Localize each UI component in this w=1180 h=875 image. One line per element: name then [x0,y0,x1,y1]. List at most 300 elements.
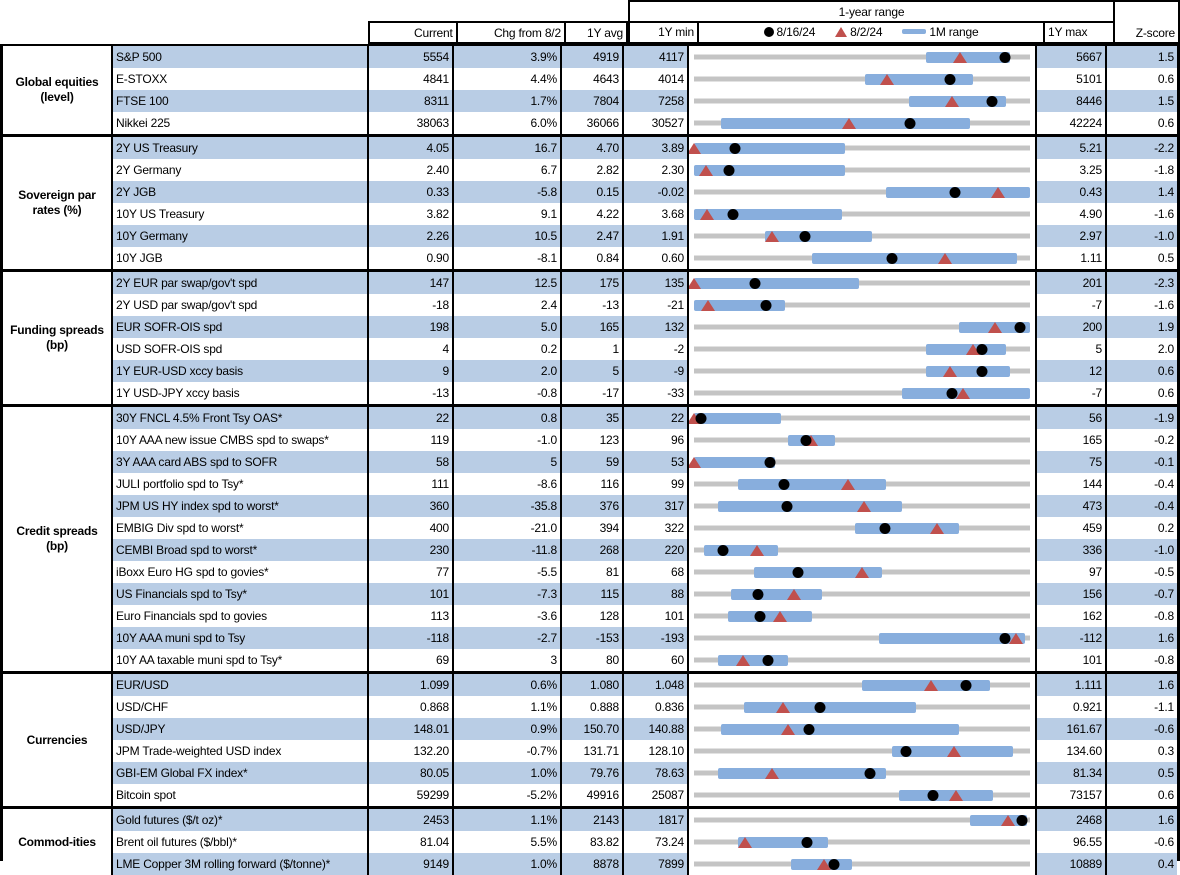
cell-current: 230 [369,539,454,561]
range-title [628,0,1115,23]
cell-1y-max: 144 [1037,473,1107,495]
1m-range-bar [899,790,993,801]
col-header-current: Current [414,25,453,40]
1m-range-bar [694,165,845,176]
range-track [694,705,1030,710]
table-row [113,853,1177,875]
row-label: EUR/USD [113,674,369,696]
row-label: 30Y FNCL 4.5% Front Tsy OAS* [113,407,369,429]
cell-1y-max: 1.11 [1037,247,1107,269]
cell-current: 4 [369,338,454,360]
prev-marker-icon [938,253,952,264]
cell-chg-from-8-2: -5.8 [454,181,562,203]
cell-1y-min: 101 [624,605,689,627]
chart-legend [697,21,1045,42]
cell-current: 111 [369,473,454,495]
range-title-label: 1-year range [838,4,905,19]
table-row [113,627,1177,649]
cell-chg-from-8-2: 4.4% [454,68,562,90]
cell-chg-from-8-2: -2.7 [454,627,562,649]
cell-1y-max: 8446 [1037,90,1107,112]
cell-1y-avg: -13 [562,294,624,316]
category-label: Credit spreads (bp) [3,407,113,671]
1m-range-bar [728,611,812,622]
cell-chg-from-8-2: 2.0 [454,360,562,382]
cell-z-score: 1.5 [1107,46,1177,68]
prev-marker-icon [700,209,714,220]
cell-1y-min: 3.68 [624,203,689,225]
current-marker-icon [765,457,776,468]
range-chart [689,294,1037,316]
prev-marker-icon [949,790,963,801]
prev-marker-icon [924,680,938,691]
range-chart [689,68,1037,90]
cell-current: 132.20 [369,740,454,762]
cell-chg-from-8-2: 1.0% [454,762,562,784]
cell-1y-min: -193 [624,627,689,649]
range-track [694,526,1030,531]
cell-1y-max: 12 [1037,360,1107,382]
range-chart [689,90,1037,112]
current-marker-icon [804,724,815,735]
cell-current: 360 [369,495,454,517]
row-label: 2Y JGB [113,181,369,203]
range-track [694,77,1030,82]
range-chart [689,762,1037,784]
range-track [694,347,1030,352]
bar-legend-icon [902,29,926,34]
table-body [0,44,1180,871]
cell-current: 5554 [369,46,454,68]
cell-1y-max: 336 [1037,539,1107,561]
legend-item-prev [835,25,882,39]
current-marker-icon [886,253,897,264]
range-track [694,727,1030,732]
current-marker-icon [781,501,792,512]
range-track [694,771,1030,776]
cell-1y-max: 4.90 [1037,203,1107,225]
range-chart [689,718,1037,740]
current-marker-icon [1015,322,1026,333]
current-marker-icon [829,859,840,870]
cell-1y-min: 7899 [624,853,689,875]
table-row [113,407,1177,429]
cell-z-score: 0.4 [1107,853,1177,875]
row-label: E-STOXX [113,68,369,90]
cell-1y-min: 2.30 [624,159,689,181]
range-chart [689,696,1037,718]
cell-1y-min: 135 [624,272,689,294]
row-label: FTSE 100 [113,90,369,112]
cell-z-score: 1.6 [1107,809,1177,831]
section-rows [113,46,1177,134]
section-1 [3,46,1177,134]
current-marker-icon [755,611,766,622]
prev-marker-icon [776,702,790,713]
legend-label-prev: 8/2/24 [850,24,883,39]
table-row [113,762,1177,784]
section-5 [3,671,1177,806]
cell-current: 9149 [369,853,454,875]
range-track [694,548,1030,553]
prev-marker-icon [956,388,970,399]
cell-1y-avg: 2.47 [562,225,624,247]
prev-marker-icon [991,187,1005,198]
cell-current: -18 [369,294,454,316]
cell-1y-avg: 394 [562,517,624,539]
cell-chg-from-8-2: -0.7% [454,740,562,762]
cell-1y-min: 68 [624,561,689,583]
1m-range-bar [721,724,960,735]
range-chart [689,495,1037,517]
cell-1y-avg: 150.70 [562,718,624,740]
cell-chg-from-8-2: 1.1% [454,696,562,718]
cell-1y-avg: 0.888 [562,696,624,718]
current-marker-icon [901,746,912,757]
cell-1y-avg: 1.080 [562,674,624,696]
cell-1y-avg: 2143 [562,809,624,831]
cell-1y-min: 73.24 [624,831,689,853]
cell-chg-from-8-2: -21.0 [454,517,562,539]
range-track [694,325,1030,330]
range-track [694,146,1030,151]
cell-1y-min: 128.10 [624,740,689,762]
cell-1y-max: 165 [1037,429,1107,451]
cell-1y-min: 7258 [624,90,689,112]
cell-1y-min: 4117 [624,46,689,68]
cell-1y-avg: 0.84 [562,247,624,269]
cell-1y-min: 30527 [624,112,689,134]
cell-current: 3.82 [369,203,454,225]
range-chart [689,853,1037,875]
cell-1y-avg: 115 [562,583,624,605]
table-row [113,740,1177,762]
table-row [113,831,1177,853]
cell-chg-from-8-2: 2.4 [454,294,562,316]
table-row [113,247,1177,269]
cell-current: 0.868 [369,696,454,718]
cell-chg-from-8-2: 0.6% [454,674,562,696]
cell-z-score: 1.6 [1107,674,1177,696]
range-chart [689,360,1037,382]
cell-1y-avg: 128 [562,605,624,627]
table-row [113,112,1177,134]
cell-chg-from-8-2: -0.8 [454,382,562,404]
cell-current: 4841 [369,68,454,90]
cell-current: 81.04 [369,831,454,853]
cell-1y-max: 134.60 [1037,740,1107,762]
1m-range-bar [694,143,845,154]
range-track [694,840,1030,845]
cell-1y-avg: 4.70 [562,137,624,159]
range-chart [689,181,1037,203]
cell-1y-avg: 36066 [562,112,624,134]
row-label: Euro Financials spd to govies [113,605,369,627]
cell-z-score: -0.6 [1107,718,1177,740]
cell-1y-max: -7 [1037,294,1107,316]
prev-marker-icon [855,567,869,578]
row-label: US Financials spd to Tsy* [113,583,369,605]
cell-chg-from-8-2: 10.5 [454,225,562,247]
cell-1y-avg: 268 [562,539,624,561]
row-label: EMBIG Div spd to worst* [113,517,369,539]
cell-1y-max: 5667 [1037,46,1107,68]
cell-z-score: -1.1 [1107,696,1177,718]
table-row [113,338,1177,360]
table-row [113,809,1177,831]
cell-chg-from-8-2: 5 [454,451,562,473]
section-4 [3,404,1177,671]
cell-z-score: 1.5 [1107,90,1177,112]
range-chart [689,784,1037,806]
range-chart [689,740,1037,762]
row-label: USD SOFR-OIS spd [113,338,369,360]
range-track [694,614,1030,619]
current-marker-icon [793,567,804,578]
cell-chg-from-8-2: 6.7 [454,159,562,181]
cell-chg-from-8-2: 12.5 [454,272,562,294]
prev-marker-icon [880,74,894,85]
col-header-chg: Chg from 8/2 [456,23,564,42]
cell-z-score: -1.0 [1107,225,1177,247]
row-label: 10Y AA taxable muni spd to Tsy* [113,649,369,671]
table-row [113,495,1177,517]
category-label: Funding spreads (bp) [3,272,113,404]
prev-marker-icon [701,300,715,311]
cell-z-score: -0.5 [1107,561,1177,583]
range-chart [689,272,1037,294]
prev-marker-icon [1001,815,1015,826]
prev-marker-icon [689,278,701,289]
1m-range-bar [694,413,781,424]
cell-current: 4.05 [369,137,454,159]
prev-marker-icon [781,724,795,735]
row-label: LME Copper 3M rolling forward ($/tonne)* [113,853,369,875]
current-marker-icon [950,187,961,198]
cell-1y-min: 96 [624,429,689,451]
cell-1y-min: -21 [624,294,689,316]
cell-1y-max: 42224 [1037,112,1107,134]
row-label: JPM US HY index spd to worst* [113,495,369,517]
current-marker-icon [724,165,735,176]
cell-z-score: -0.8 [1107,605,1177,627]
range-track [694,416,1030,421]
cell-1y-min: -33 [624,382,689,404]
cell-1y-max: 75 [1037,451,1107,473]
cell-z-score: 0.6 [1107,112,1177,134]
cell-1y-avg: 83.82 [562,831,624,853]
current-marker-icon [1017,815,1028,826]
row-label: GBI-EM Global FX index* [113,762,369,784]
cell-z-score: 0.5 [1107,247,1177,269]
section-6 [3,806,1177,875]
cell-1y-max: 3.25 [1037,159,1107,181]
cell-chg-from-8-2: 3 [454,649,562,671]
range-chart [689,382,1037,404]
cell-chg-from-8-2: 1.7% [454,90,562,112]
cell-current: 1.099 [369,674,454,696]
table-row [113,316,1177,338]
current-marker-icon [947,388,958,399]
prev-marker-icon [787,589,801,600]
1m-range-bar [744,702,915,713]
table-row [113,517,1177,539]
table-row [113,68,1177,90]
cell-z-score: 0.5 [1107,762,1177,784]
cell-1y-avg: 81 [562,561,624,583]
cell-z-score: -2.2 [1107,137,1177,159]
cell-1y-avg: 2.82 [562,159,624,181]
cell-1y-min: 322 [624,517,689,539]
current-marker-icon [753,589,764,600]
current-marker-icon [800,435,811,446]
table-row [113,360,1177,382]
range-track [694,281,1030,286]
current-marker-icon [729,143,740,154]
range-chart [689,605,1037,627]
cell-1y-min: 60 [624,649,689,671]
table-row [113,451,1177,473]
cell-1y-min: 220 [624,539,689,561]
current-marker-icon [750,278,761,289]
row-label: Nikkei 225 [113,112,369,134]
cell-chg-from-8-2: 3.9% [454,46,562,68]
col-header-z-score: Z-score [1113,0,1180,44]
cell-chg-from-8-2: -7.3 [454,583,562,605]
range-track [694,438,1030,443]
cell-1y-avg: 5 [562,360,624,382]
row-label: 10Y JGB [113,247,369,269]
cell-1y-max: 161.67 [1037,718,1107,740]
cell-1y-avg: 165 [562,316,624,338]
row-label: Gold futures ($/t oz)* [113,809,369,831]
current-marker-icon [760,300,771,311]
cell-chg-from-8-2: -5.2% [454,784,562,806]
prev-marker-icon [750,545,764,556]
row-label: 10Y Germany [113,225,369,247]
cell-current: 9 [369,360,454,382]
cell-1y-max: 459 [1037,517,1107,539]
range-track [694,818,1030,823]
dot-legend-icon [764,27,774,37]
cell-1y-avg: 49916 [562,784,624,806]
row-label: JULI portfolio spd to Tsy* [113,473,369,495]
cell-1y-avg: 79.76 [562,762,624,784]
header-right-group [628,21,1115,44]
cell-current: 59299 [369,784,454,806]
1m-range-bar [694,278,859,289]
cell-z-score: -1.6 [1107,294,1177,316]
table-row [113,272,1177,294]
cell-current: 119 [369,429,454,451]
cell-chg-from-8-2: 5.0 [454,316,562,338]
row-label: 10Y AAA new issue CMBS spd to swaps* [113,429,369,451]
range-track [694,570,1030,575]
1m-range-bar [718,501,903,512]
range-track [694,592,1030,597]
cell-1y-max: 10889 [1037,853,1107,875]
section-2 [3,134,1177,269]
cell-1y-max: 96.55 [1037,831,1107,853]
range-chart [689,649,1037,671]
cell-z-score: -0.7 [1107,583,1177,605]
cell-current: 400 [369,517,454,539]
range-track [694,369,1030,374]
row-label: 1Y USD-JPY xccy basis [113,382,369,404]
prev-marker-icon [738,837,752,848]
cell-chg-from-8-2: -8.6 [454,473,562,495]
cell-z-score: 0.2 [1107,517,1177,539]
cell-z-score: -1.0 [1107,539,1177,561]
current-marker-icon [976,344,987,355]
cell-current: 2.40 [369,159,454,181]
table-row [113,46,1177,68]
cell-z-score: 1.9 [1107,316,1177,338]
range-chart [689,159,1037,181]
cell-1y-max: 0.921 [1037,696,1107,718]
cell-current: 2453 [369,809,454,831]
table-row [113,382,1177,404]
1m-range-bar [694,209,842,220]
cell-z-score: -2.3 [1107,272,1177,294]
table-row [113,429,1177,451]
range-chart [689,46,1037,68]
cell-1y-max: 2468 [1037,809,1107,831]
cell-1y-min: 99 [624,473,689,495]
row-label: S&P 500 [113,46,369,68]
1m-range-bar [731,589,822,600]
1m-range-bar [926,52,1010,63]
header-left-group [368,21,628,44]
current-marker-icon [986,96,997,107]
cell-1y-avg: 0.15 [562,181,624,203]
cell-1y-min: 1.048 [624,674,689,696]
range-chart [689,473,1037,495]
table-row [113,539,1177,561]
table-row [113,605,1177,627]
cell-z-score: -0.8 [1107,649,1177,671]
cell-current: 101 [369,583,454,605]
cell-1y-min: 140.88 [624,718,689,740]
cell-1y-avg: 131.71 [562,740,624,762]
range-chart [689,517,1037,539]
range-chart [689,247,1037,269]
category-label: Sovereign par rates (%) [3,137,113,269]
range-track [694,460,1030,465]
row-label: 10Y AAA muni spd to Tsy [113,627,369,649]
cell-z-score: 1.6 [1107,627,1177,649]
range-track [694,658,1030,663]
range-track [694,636,1030,641]
row-label: 1Y EUR-USD xccy basis [113,360,369,382]
current-marker-icon [762,655,773,666]
range-track [694,256,1030,261]
row-label: USD/JPY [113,718,369,740]
1m-range-bar [718,768,886,779]
prev-marker-icon [857,501,871,512]
cell-chg-from-8-2: 9.1 [454,203,562,225]
prev-marker-icon [947,746,961,757]
cell-1y-max: 73157 [1037,784,1107,806]
cell-chg-from-8-2: 5.5% [454,831,562,853]
legend-item-current [764,25,816,39]
cell-1y-avg: 80 [562,649,624,671]
cell-current: 8311 [369,90,454,112]
range-chart [689,451,1037,473]
current-marker-icon [961,680,972,691]
prev-marker-icon [689,457,701,468]
1m-range-bar [718,655,789,666]
